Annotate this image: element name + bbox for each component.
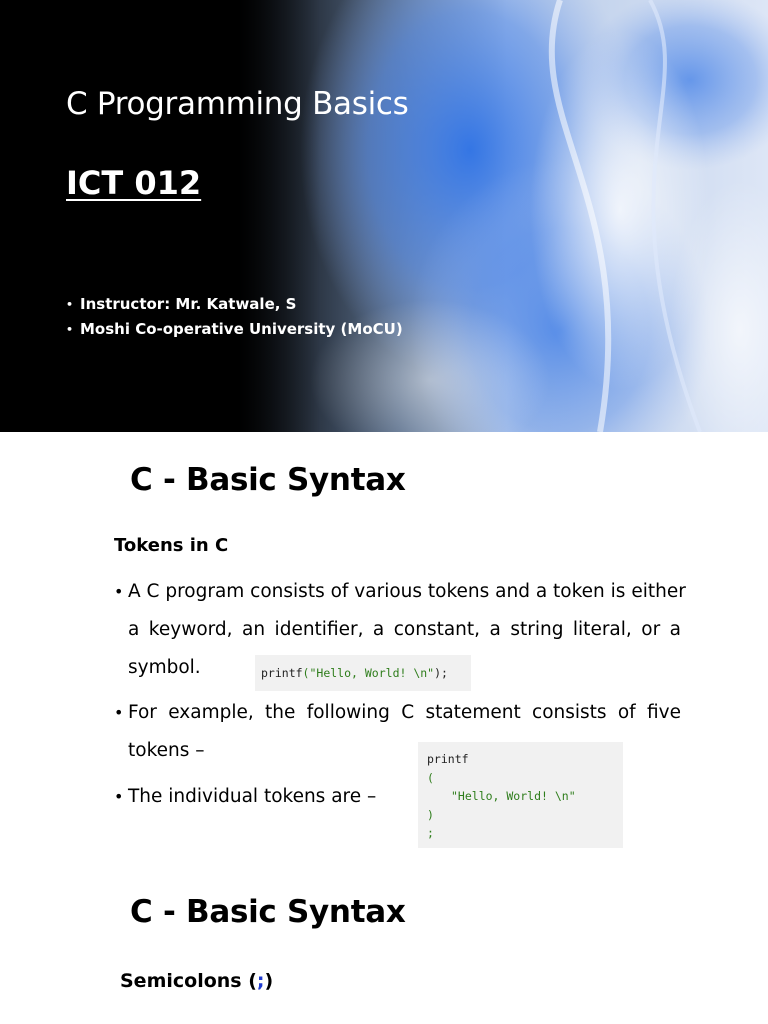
code-string: "Hello, World! \n" bbox=[309, 666, 435, 680]
syntax-semicolons-slide bbox=[0, 864, 768, 1024]
token-string: "Hello, World! \n" bbox=[451, 789, 576, 803]
token-semicolon: ; bbox=[427, 826, 434, 840]
bullet-line: a keyword, an identifier, a constant, a string literal, or a bbox=[128, 619, 681, 640]
bullet-individual-tokens bbox=[114, 778, 376, 816]
bullet-line: tokens – bbox=[128, 740, 205, 761]
subheading-prefix: Semicolons ( bbox=[120, 970, 257, 992]
code-statement-example bbox=[255, 655, 471, 691]
bullet-dot: • bbox=[66, 323, 74, 336]
token-fn: printf bbox=[427, 752, 469, 766]
abstract-background bbox=[0, 0, 768, 432]
instructor-text: Instructor: Mr. Katwale, S bbox=[80, 295, 297, 313]
subheading-suffix: ) bbox=[264, 970, 274, 992]
tokens-subheading: Tokens in C bbox=[114, 535, 229, 556]
code-fn: printf bbox=[261, 666, 303, 680]
bullet-dot: • bbox=[66, 298, 74, 311]
bullet-dot: • bbox=[114, 703, 124, 722]
semicolon-glyph: ; bbox=[256, 970, 265, 992]
presentation-title: C Programming Basics bbox=[66, 86, 409, 122]
token-open-paren: ( bbox=[427, 770, 434, 785]
syntax-tokens-slide bbox=[0, 432, 768, 864]
bullet-line: For example, the following C statement consists of five bbox=[128, 702, 681, 723]
bullet-line: A C program consists of various tokens and a token is either bbox=[128, 581, 686, 602]
code-close: ); bbox=[434, 666, 448, 680]
code-open-paren: ( bbox=[302, 666, 310, 680]
code-token-list bbox=[418, 742, 623, 848]
bullet-line: The individual tokens are – bbox=[128, 786, 377, 807]
token-close-paren: ) bbox=[427, 807, 434, 822]
semicolons-subheading bbox=[120, 970, 273, 992]
bullet-university bbox=[66, 317, 403, 342]
bullet-line: symbol. bbox=[128, 657, 201, 678]
bullet-dot: • bbox=[114, 582, 124, 601]
slide-heading: C - Basic Syntax bbox=[130, 462, 406, 498]
university-text: Moshi Co-operative University (MoCU) bbox=[80, 320, 403, 338]
bullet-dot: • bbox=[114, 787, 124, 806]
title-bullet-list bbox=[66, 292, 403, 342]
bullet-instructor bbox=[66, 292, 403, 317]
slide-heading: C - Basic Syntax bbox=[130, 894, 406, 930]
course-code: ICT 012 bbox=[66, 164, 202, 202]
title-slide bbox=[0, 0, 768, 432]
